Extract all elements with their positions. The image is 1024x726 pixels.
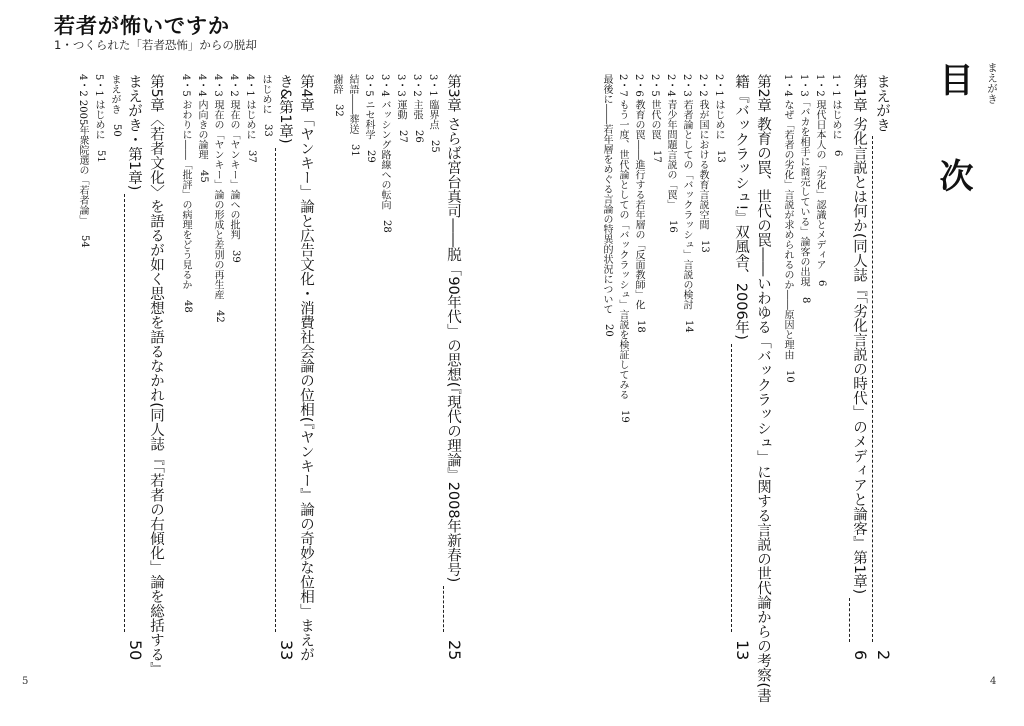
toc-entry-chapter[interactable]	[731, 74, 752, 660]
toc-entry-chapter[interactable]	[849, 74, 870, 660]
toc-entry-page: 54	[79, 235, 90, 249]
toc-entry-chapter[interactable]	[146, 74, 167, 677]
toc-leader	[872, 136, 893, 642]
toc-entry-section[interactable]	[91, 74, 106, 374]
toc-entry-chapter[interactable]	[443, 74, 464, 660]
toc-entry-title: 2・5 世代の罠	[649, 74, 660, 140]
toc-entry-title: 4・2 2005年衆院選の「若者論」	[77, 74, 88, 226]
toc-leader	[124, 194, 145, 631]
toc-entry-page: 18	[635, 319, 646, 333]
toc-entry-title: 第2章 教育の罠、世代の罠――いわゆる「バックラッシュ」に関する言説の世代論からの考察(書	[755, 74, 771, 703]
toc-entry-page: 32	[333, 104, 344, 117]
toc-entry-title: 4・3 現在の「ヤンキー」論の形成と差別の再生産	[212, 74, 223, 300]
toc-entry-chapter[interactable]	[872, 74, 893, 660]
toc-entry-title: 2・4 青少年問題言説の「罠」	[665, 74, 676, 210]
toc-heading: 目次	[933, 62, 973, 192]
toc-entry-title: 1・2 現代日本人の「劣化」認識とメディア	[814, 74, 825, 270]
toc-entry-section[interactable]	[258, 74, 273, 374]
toc-entry-section[interactable]	[409, 74, 424, 374]
toc-entry-title: 1・1 はじめに	[830, 74, 841, 140]
toc-entry-section[interactable]	[679, 74, 694, 374]
toc-entry-chapter[interactable]	[275, 74, 296, 660]
toc-entry-title: 3・5 ニセ科学	[363, 74, 374, 140]
toc-entry-page: 19	[619, 409, 630, 423]
toc-entry-section[interactable]	[329, 74, 344, 374]
toc-entry-title: 籍『バックラッシュ!』双風舎、2006年)	[733, 74, 749, 340]
toc-entry-section[interactable]	[361, 74, 376, 374]
toc-entry-page: 50	[111, 124, 122, 137]
toc-entry-page: 33	[277, 639, 296, 660]
toc-leader	[443, 586, 464, 631]
toc-entry-title: 4・2 現在の「ヤンキー」論への批判	[228, 74, 239, 240]
folio-left: 5	[22, 676, 29, 687]
toc-entry-section[interactable]	[210, 74, 225, 374]
toc-entry-title: 2・2 我が国における教育言説空間	[697, 74, 708, 230]
toc-entry-page: 31	[349, 144, 360, 157]
toc-entry-title: 2・3 若者論としての「バックラッシュ」言説の検討	[681, 74, 692, 310]
toc-entry-title: はじめに	[260, 74, 271, 114]
toc-entry-section[interactable]	[194, 74, 209, 374]
toc-entry-section[interactable]	[226, 74, 241, 374]
toc-entry-page: 6	[832, 149, 843, 157]
folio-right: 4	[990, 676, 997, 687]
toc-entry-title: 2・7 もう一度、世代論としての「バックラッシュ」言説を検証してみる	[617, 74, 628, 400]
toc-entry-page: 25	[429, 139, 440, 153]
toc-entry-section[interactable]	[425, 74, 440, 374]
toc-entry-section[interactable]	[780, 74, 795, 383]
toc-entry-section[interactable]	[75, 74, 90, 374]
toc-entry-section[interactable]	[178, 74, 193, 374]
toc-entry-page: 51	[95, 149, 106, 163]
toc-entry-section[interactable]	[812, 74, 827, 374]
toc-entry-page: 37	[246, 149, 257, 163]
toc-entry-page: 45	[198, 169, 209, 183]
toc-entry-title: 3・1 臨界点	[427, 74, 438, 130]
toc-entry-title: まえがき	[109, 74, 120, 114]
toc-entry-title: 第5章〈若者文化〉を語るが如く思想を語るなかれ(同人誌『「若者の右傾化」論を総括する』	[148, 74, 164, 677]
toc-entry-page: 13	[699, 239, 710, 253]
toc-entry-section[interactable]	[242, 74, 257, 374]
toc-entry-page: 10	[784, 369, 795, 383]
toc-entry-chapter[interactable]	[753, 74, 774, 703]
toc-entry-section[interactable]	[615, 74, 630, 423]
toc-leader	[849, 598, 870, 642]
toc-entry-title: まえがき	[874, 74, 890, 132]
toc-entry-page: 20	[603, 324, 614, 337]
toc-entry-section[interactable]	[711, 74, 726, 374]
toc-entry-title: 5・1 はじめに	[93, 74, 104, 140]
running-head: まえがき	[986, 62, 998, 104]
toc-entry-section[interactable]	[695, 74, 710, 374]
book-subtitle: 1・つくられた「若者恐怖」からの脱却	[54, 38, 257, 52]
toc-entry-title: 1・3「バカを相手に商売している」論客の出現	[798, 74, 809, 287]
toc-entry-title: 1・4 なぜ「若者の劣化」言説が求められるのか――原因と理由	[782, 74, 793, 360]
toc-entry-title: 4・5 おわりに――「批評」の病理をどう見るか	[180, 74, 191, 290]
toc-entry-title: 最後に――若年層をめぐる言論の特異的状況について	[601, 74, 612, 314]
toc-entry-title: 2・6 教育の罠――進行する若年層の「反面教師」化	[633, 74, 644, 310]
toc-entry-title: 3・3 運動	[395, 74, 406, 120]
toc-entry-title: 2・1 はじめに	[713, 74, 724, 140]
toc-entry-page: 42	[214, 309, 225, 323]
toc-entry-page: 13	[733, 639, 752, 660]
toc-leader	[731, 344, 752, 632]
toc-entry-title: 4・4 内向きの論理	[196, 74, 207, 160]
toc-entry-page: 13	[715, 149, 726, 163]
book-title: 若者が怖いですか	[54, 14, 230, 38]
toc-entry-title: 4・1 はじめに	[244, 74, 255, 140]
toc-entry-page: 6	[851, 649, 870, 660]
toc-entry-section[interactable]	[828, 74, 843, 374]
toc-entry-section[interactable]	[107, 74, 122, 374]
toc-leader	[275, 148, 296, 632]
toc-entry-title: き&第1章)	[277, 74, 293, 144]
toc-entry-page: 8	[800, 296, 811, 304]
toc-entry-page: 2	[874, 649, 893, 660]
toc-entry-title: 謝辞	[331, 74, 342, 94]
toc-entry-page: 50	[126, 639, 145, 660]
toc-entry-page: 28	[381, 219, 392, 233]
toc-entry-chapter[interactable]	[124, 74, 145, 660]
toc-entry-page: 6	[816, 279, 827, 287]
toc-entry-page: 33	[262, 124, 273, 137]
toc-entry-section[interactable]	[647, 74, 662, 374]
toc-entry-title: 3・4 バッシング路線への転向	[379, 74, 390, 210]
toc-entry-section[interactable]	[393, 74, 408, 374]
toc-entry-section[interactable]	[599, 74, 614, 374]
toc-entry-page: 27	[397, 129, 408, 143]
toc-entry-page: 17	[651, 149, 662, 163]
toc-entry-section[interactable]	[796, 74, 811, 374]
toc-entry-page: 16	[667, 219, 678, 233]
toc-entry-page: 25	[445, 639, 464, 660]
toc-entry-title: 第3章 さらば宮台真司――脱「90年代」の思想(『現代の理論』2008年新春号)	[445, 74, 461, 583]
toc-entry-title: 結語――葬送	[347, 74, 358, 134]
toc-entry-title: まえがき・第1章)	[126, 74, 142, 191]
toc-entry-section[interactable]	[663, 74, 678, 374]
toc-entry-section[interactable]	[377, 74, 392, 374]
toc-entry-title: 第4章「ヤンキー」論と広告文化・消費社会論の位相(『ヤンキー』論の奇妙な位相」まえが	[298, 74, 314, 662]
toc-entry-page: 29	[365, 149, 376, 163]
toc-entry-section[interactable]	[345, 74, 360, 374]
toc-entry-chapter[interactable]	[296, 74, 317, 660]
toc-entry-page: 26	[413, 129, 424, 143]
toc-entry-page: 14	[683, 319, 694, 333]
toc-entry-page: 48	[182, 299, 193, 313]
toc-entry-page: 39	[230, 249, 241, 263]
toc-entry-title: 第1章 劣化言説とは何か(同人誌『「劣化言説の時代」のメディアと論客』第1章)	[851, 74, 867, 595]
toc-entry-title: 3・2 主張	[411, 74, 422, 120]
toc-entry-section[interactable]	[631, 74, 646, 374]
